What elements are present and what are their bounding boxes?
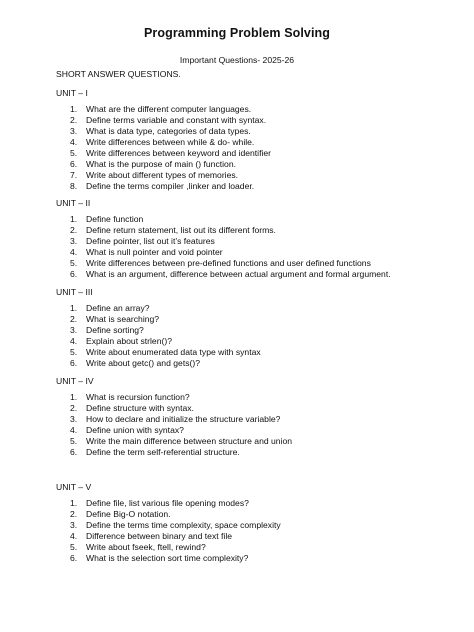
question-text: Write differences between while & do- while. <box>86 137 255 147</box>
unit-heading: UNIT – IV <box>56 376 94 386</box>
question-number: 4. <box>70 531 78 541</box>
question-text: What is data type, categories of data types. <box>86 126 251 136</box>
question-text: Define pointer, list out it’s features <box>86 236 215 246</box>
question-text: What is searching? <box>86 314 160 324</box>
question-item <box>70 115 271 126</box>
question-number: 5. <box>70 542 78 552</box>
document-title: Programming Problem Solving <box>143 26 331 40</box>
question-item <box>70 258 391 269</box>
question-text: Write about fseek, ftell, rewind? <box>86 542 206 552</box>
question-item <box>70 214 391 225</box>
question-number: 2. <box>70 225 78 235</box>
question-text: Write about different types of memories. <box>86 170 239 180</box>
question-number: 2. <box>70 115 78 125</box>
question-number: 2. <box>70 509 78 519</box>
question-number: 3. <box>70 520 78 530</box>
question-text: What is the selection sort time complexity? <box>86 553 249 563</box>
question-item <box>70 336 261 347</box>
question-item <box>70 247 391 258</box>
question-number: 1. <box>70 392 78 402</box>
question-text: Define the terms compiler ,linker and loader. <box>86 181 255 191</box>
question-number: 1. <box>70 214 78 224</box>
question-item <box>70 403 292 414</box>
question-text: Define structure with syntax. <box>86 403 194 413</box>
question-text: Write differences between keyword and identifier <box>86 148 272 158</box>
question-text: Define return statement, list out its different forms. <box>86 225 276 235</box>
question-number: 6. <box>70 358 78 368</box>
question-number: 1. <box>70 303 78 313</box>
question-number: 5. <box>70 258 78 268</box>
section-heading: SHORT ANSWER QUESTIONS. <box>56 69 181 79</box>
question-item <box>70 303 261 314</box>
question-item <box>70 392 292 403</box>
question-item <box>70 358 261 369</box>
question-text: What is recursion function? <box>86 392 190 402</box>
question-text: Write about enumerated data type with syntax <box>86 347 261 357</box>
question-number: 5. <box>70 148 78 158</box>
question-text: Define the terms time complexity, space complexity <box>86 520 281 530</box>
question-item <box>70 137 271 148</box>
question-number: 6. <box>70 159 78 169</box>
question-item <box>70 553 281 564</box>
document-subtitle: Important Questions- 2025-26 <box>179 55 295 65</box>
question-item <box>70 542 281 553</box>
question-list <box>70 498 281 564</box>
question-number: 3. <box>70 325 78 335</box>
question-item <box>70 225 391 236</box>
question-number: 4. <box>70 137 78 147</box>
question-number: 2. <box>70 403 78 413</box>
question-item <box>70 159 271 170</box>
question-text: Define file, list various file opening modes? <box>86 498 249 508</box>
question-number: 4. <box>70 425 78 435</box>
question-item <box>70 414 292 425</box>
question-text: Define sorting? <box>86 325 144 335</box>
question-text: Explain about strlen()? <box>86 336 172 346</box>
question-list <box>70 104 271 192</box>
question-item <box>70 447 292 458</box>
question-item <box>70 436 292 447</box>
question-item <box>70 170 271 181</box>
question-text: Define union with syntax? <box>86 425 184 435</box>
question-text: Define function <box>86 214 144 224</box>
question-number: 3. <box>70 126 78 136</box>
question-number: 6. <box>70 269 78 279</box>
question-text: Define an array? <box>86 303 150 313</box>
unit-heading: UNIT – II <box>56 198 91 208</box>
question-number: 7. <box>70 170 78 180</box>
question-item <box>70 498 281 509</box>
question-text: Write the main difference between structure and union <box>86 436 293 446</box>
question-number: 5. <box>70 436 78 446</box>
question-text: How to declare and initialize the structure variable? <box>86 414 281 424</box>
question-number: 2. <box>70 314 78 324</box>
question-text: Define Big-O notation. <box>86 509 171 519</box>
unit-heading: UNIT – I <box>56 88 88 98</box>
unit-heading: UNIT – V <box>56 482 92 492</box>
question-item <box>70 148 271 159</box>
question-text: Write about getc() and gets()? <box>86 358 201 368</box>
question-item <box>70 509 281 520</box>
question-item <box>70 269 391 280</box>
question-item <box>70 531 281 542</box>
question-number: 4. <box>70 336 78 346</box>
question-number: 3. <box>70 236 78 246</box>
question-list <box>70 303 261 369</box>
question-item <box>70 181 271 192</box>
question-number: 1. <box>70 498 78 508</box>
question-item <box>70 104 271 115</box>
question-item <box>70 347 261 358</box>
question-number: 6. <box>70 553 78 563</box>
question-text: What are the different computer languages. <box>86 104 252 114</box>
question-item <box>70 325 261 336</box>
question-number: 1. <box>70 104 78 114</box>
question-text: Difference between binary and text file <box>86 531 233 541</box>
question-item <box>70 236 391 247</box>
question-number: 8. <box>70 181 78 191</box>
question-item <box>70 520 281 531</box>
question-number: 5. <box>70 347 78 357</box>
question-item <box>70 126 271 137</box>
question-text: Define the term self-referential structure. <box>86 447 240 457</box>
question-number: 4. <box>70 247 78 257</box>
question-item <box>70 314 261 325</box>
question-text: What is null pointer and void pointer <box>86 247 223 257</box>
question-text: What is an argument, difference between actual argument and formal argument. <box>86 269 391 279</box>
question-number: 3. <box>70 414 78 424</box>
question-text: What is the purpose of main () function. <box>86 159 236 169</box>
question-item <box>70 425 292 436</box>
question-text: Write differences between pre-defined functions and user defined functions <box>86 258 371 268</box>
question-text: Define terms variable and constant with syntax. <box>86 115 267 125</box>
question-number: 6. <box>70 447 78 457</box>
question-list <box>70 214 391 280</box>
question-list <box>70 392 292 458</box>
unit-heading: UNIT – III <box>56 287 93 297</box>
